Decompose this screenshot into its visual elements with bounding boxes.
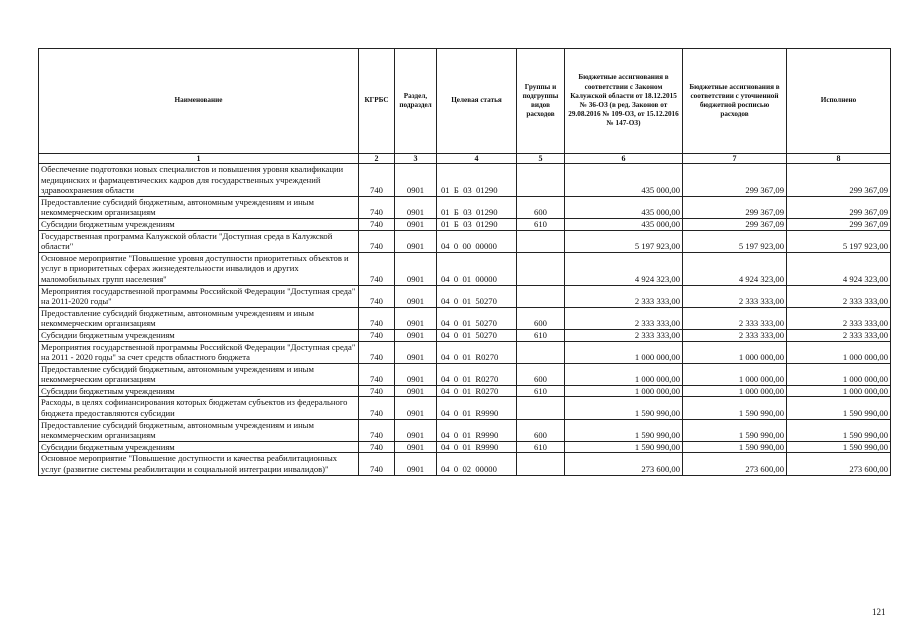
- row-revised-amount-cell: 5 197 923,00: [683, 230, 787, 252]
- row-target-cell: 04 0 00 00000: [437, 230, 517, 252]
- row-section-cell: 0901: [395, 385, 437, 397]
- row-target-cell: 04 0 01 R0270: [437, 363, 517, 385]
- row-name-cell: Предоставление субсидий бюджетным, автономным учреждениям и иным некоммерческим организациям: [39, 419, 359, 441]
- row-law-amount-cell: 1 000 000,00: [565, 341, 683, 363]
- row-kgrbs-cell: 740: [359, 419, 395, 441]
- header-target: Целевая статья: [437, 49, 517, 154]
- row-revised-amount-cell: 1 000 000,00: [683, 363, 787, 385]
- row-name-cell: Обеспечение подготовки новых специалистов и повышения уровня квалификации медицинских и фармацевтических кадров для государственных учреждений здравоохранения области: [39, 164, 359, 197]
- table-row: [39, 285, 891, 307]
- row-group-cell: [517, 285, 565, 307]
- column-number: 6: [565, 154, 683, 164]
- table-row: [39, 397, 891, 419]
- row-revised-amount-cell: 299 367,09: [683, 164, 787, 197]
- row-section-cell: 0901: [395, 218, 437, 230]
- row-name-cell: Субсидии бюджетным учреждениям: [39, 329, 359, 341]
- row-section-cell: 0901: [395, 230, 437, 252]
- row-law-amount-cell: 1 590 990,00: [565, 419, 683, 441]
- row-section-cell: 0901: [395, 441, 437, 453]
- column-number: 8: [787, 154, 891, 164]
- row-revised-amount-cell: 1 590 990,00: [683, 397, 787, 419]
- row-revised-amount-cell: 299 367,09: [683, 196, 787, 218]
- row-group-cell: [517, 230, 565, 252]
- row-executed-amount-cell: 1 590 990,00: [787, 397, 891, 419]
- row-group-cell: 610: [517, 385, 565, 397]
- row-executed-amount-cell: 1 590 990,00: [787, 419, 891, 441]
- row-section-cell: 0901: [395, 196, 437, 218]
- table-row: [39, 230, 891, 252]
- row-group-cell: [517, 397, 565, 419]
- row-name-cell: Субсидии бюджетным учреждениям: [39, 385, 359, 397]
- row-group-cell: 610: [517, 329, 565, 341]
- row-executed-amount-cell: 2 333 333,00: [787, 307, 891, 329]
- row-law-amount-cell: 1 000 000,00: [565, 385, 683, 397]
- page-number: 121: [872, 607, 886, 617]
- row-group-cell: [517, 252, 565, 285]
- row-section-cell: 0901: [395, 341, 437, 363]
- row-target-cell: 04 0 01 R9990: [437, 397, 517, 419]
- row-kgrbs-cell: 740: [359, 329, 395, 341]
- table-row: [39, 363, 891, 385]
- row-target-cell: 04 0 01 R9990: [437, 419, 517, 441]
- budget-table: [38, 48, 891, 476]
- row-kgrbs-cell: 740: [359, 341, 395, 363]
- header-executed: Исполнено: [787, 49, 891, 154]
- row-executed-amount-cell: 299 367,09: [787, 196, 891, 218]
- row-kgrbs-cell: 740: [359, 196, 395, 218]
- budget-table-page: [38, 48, 890, 476]
- row-executed-amount-cell: 299 367,09: [787, 218, 891, 230]
- row-section-cell: 0901: [395, 397, 437, 419]
- row-law-amount-cell: 2 333 333,00: [565, 285, 683, 307]
- row-law-amount-cell: 2 333 333,00: [565, 307, 683, 329]
- row-name-cell: Мероприятия государственной программы Российской Федерации "Доступная среда" на 2011 - 2020 годы" за счет средств областного бюджета: [39, 341, 359, 363]
- table-row: [39, 307, 891, 329]
- row-group-cell: 610: [517, 441, 565, 453]
- row-kgrbs-cell: 740: [359, 397, 395, 419]
- header-groups: Группы и подгруппы видов расходов: [517, 49, 565, 154]
- row-kgrbs-cell: 740: [359, 218, 395, 230]
- table-row: [39, 164, 891, 197]
- row-executed-amount-cell: 1 000 000,00: [787, 385, 891, 397]
- row-revised-amount-cell: 2 333 333,00: [683, 307, 787, 329]
- table-row: [39, 252, 891, 285]
- row-name-cell: Государственная программа Калужской области "Доступная среда в Калужской области": [39, 230, 359, 252]
- row-name-cell: Предоставление субсидий бюджетным, автономным учреждениям и иным некоммерческим организациям: [39, 196, 359, 218]
- row-section-cell: 0901: [395, 363, 437, 385]
- row-revised-amount-cell: 273 600,00: [683, 453, 787, 475]
- row-executed-amount-cell: 1 000 000,00: [787, 363, 891, 385]
- row-law-amount-cell: 2 333 333,00: [565, 329, 683, 341]
- row-name-cell: Субсидии бюджетным учреждениям: [39, 441, 359, 453]
- row-group-cell: 610: [517, 218, 565, 230]
- row-executed-amount-cell: 1 590 990,00: [787, 441, 891, 453]
- row-law-amount-cell: 4 924 323,00: [565, 252, 683, 285]
- row-revised-amount-cell: 299 367,09: [683, 218, 787, 230]
- row-target-cell: 04 0 01 R9990: [437, 441, 517, 453]
- row-law-amount-cell: 435 000,00: [565, 196, 683, 218]
- row-revised-amount-cell: 1 590 990,00: [683, 419, 787, 441]
- table-row: [39, 385, 891, 397]
- row-target-cell: 04 0 01 00000: [437, 252, 517, 285]
- row-executed-amount-cell: 2 333 333,00: [787, 329, 891, 341]
- table-row: [39, 419, 891, 441]
- row-group-cell: [517, 164, 565, 197]
- row-revised-amount-cell: 2 333 333,00: [683, 285, 787, 307]
- row-section-cell: 0901: [395, 419, 437, 441]
- row-law-amount-cell: 435 000,00: [565, 164, 683, 197]
- column-number: 5: [517, 154, 565, 164]
- row-name-cell: Мероприятия государственной программы Российской Федерации "Доступная среда" на 2011-2020 годы": [39, 285, 359, 307]
- header-section: Раздел, подраздел: [395, 49, 437, 154]
- row-kgrbs-cell: 740: [359, 252, 395, 285]
- column-number: 7: [683, 154, 787, 164]
- row-name-cell: Основное мероприятие "Повышение доступности и качества реабилитационных услуг (развитие системы реабилитации и социальной интеграции инвалидов)": [39, 453, 359, 475]
- table-row: [39, 341, 891, 363]
- row-target-cell: 04 0 01 50270: [437, 285, 517, 307]
- header-name: Наименование: [39, 49, 359, 154]
- row-kgrbs-cell: 740: [359, 164, 395, 197]
- row-section-cell: 0901: [395, 453, 437, 475]
- row-target-cell: 04 0 01 R0270: [437, 385, 517, 397]
- table-row: [39, 441, 891, 453]
- row-law-amount-cell: 1 590 990,00: [565, 397, 683, 419]
- row-kgrbs-cell: 740: [359, 385, 395, 397]
- row-law-amount-cell: 5 197 923,00: [565, 230, 683, 252]
- column-number: 3: [395, 154, 437, 164]
- row-revised-amount-cell: 1 000 000,00: [683, 341, 787, 363]
- row-name-cell: Субсидии бюджетным учреждениям: [39, 218, 359, 230]
- column-number: 4: [437, 154, 517, 164]
- row-target-cell: 04 0 01 R0270: [437, 341, 517, 363]
- row-revised-amount-cell: 1 000 000,00: [683, 385, 787, 397]
- row-revised-amount-cell: 2 333 333,00: [683, 329, 787, 341]
- row-group-cell: 600: [517, 196, 565, 218]
- table-header-row: [39, 49, 891, 154]
- row-group-cell: 600: [517, 363, 565, 385]
- column-number-row: [39, 154, 891, 164]
- row-group-cell: 600: [517, 307, 565, 329]
- row-law-amount-cell: 1 000 000,00: [565, 363, 683, 385]
- row-group-cell: [517, 341, 565, 363]
- row-group-cell: [517, 453, 565, 475]
- table-row: [39, 329, 891, 341]
- header-revised: Бюджетные ассигнования в соответствии с уточненной бюджетной росписью расходов: [683, 49, 787, 154]
- row-revised-amount-cell: 4 924 323,00: [683, 252, 787, 285]
- row-target-cell: 01 Б 03 01290: [437, 164, 517, 197]
- row-kgrbs-cell: 740: [359, 441, 395, 453]
- row-executed-amount-cell: 1 000 000,00: [787, 341, 891, 363]
- column-number: 1: [39, 154, 359, 164]
- row-kgrbs-cell: 740: [359, 363, 395, 385]
- row-executed-amount-cell: 4 924 323,00: [787, 252, 891, 285]
- row-section-cell: 0901: [395, 252, 437, 285]
- row-target-cell: 04 0 02 00000: [437, 453, 517, 475]
- row-executed-amount-cell: 299 367,09: [787, 164, 891, 197]
- row-name-cell: Предоставление субсидий бюджетным, автономным учреждениям и иным некоммерческим организациям: [39, 307, 359, 329]
- row-law-amount-cell: 273 600,00: [565, 453, 683, 475]
- column-number: 2: [359, 154, 395, 164]
- row-target-cell: 01 Б 03 01290: [437, 196, 517, 218]
- row-law-amount-cell: 435 000,00: [565, 218, 683, 230]
- row-law-amount-cell: 1 590 990,00: [565, 441, 683, 453]
- row-target-cell: 01 Б 03 01290: [437, 218, 517, 230]
- table-body: [39, 164, 891, 476]
- row-revised-amount-cell: 1 590 990,00: [683, 441, 787, 453]
- row-section-cell: 0901: [395, 329, 437, 341]
- row-executed-amount-cell: 5 197 923,00: [787, 230, 891, 252]
- table-row: [39, 453, 891, 475]
- header-kgrbs: КГРБС: [359, 49, 395, 154]
- row-target-cell: 04 0 01 50270: [437, 307, 517, 329]
- row-kgrbs-cell: 740: [359, 307, 395, 329]
- row-name-cell: Основное мероприятие "Повышение уровня доступности приоритетных объектов и услуг в приоритетных сферах жизнедеятельности инвалидов и других маломобильных групп населения": [39, 252, 359, 285]
- row-executed-amount-cell: 273 600,00: [787, 453, 891, 475]
- table-row: [39, 196, 891, 218]
- row-section-cell: 0901: [395, 285, 437, 307]
- row-name-cell: Предоставление субсидий бюджетным, автономным учреждениям и иным некоммерческим организациям: [39, 363, 359, 385]
- row-kgrbs-cell: 740: [359, 230, 395, 252]
- row-section-cell: 0901: [395, 164, 437, 197]
- row-section-cell: 0901: [395, 307, 437, 329]
- row-kgrbs-cell: 740: [359, 285, 395, 307]
- row-target-cell: 04 0 01 50270: [437, 329, 517, 341]
- row-name-cell: Расходы, в целях софинансирования которых бюджетам субъектов из федерального бюджета предоставляются субсидии: [39, 397, 359, 419]
- header-law: Бюджетные ассигнования в соответствии с Законом Калужской области от 18.12.2015 № 36-ОЗ (в ред. Законов от 29.08.2016 № 109-ОЗ, от 15.12.2016 № 147-ОЗ): [565, 49, 683, 154]
- row-group-cell: 600: [517, 419, 565, 441]
- row-kgrbs-cell: 740: [359, 453, 395, 475]
- table-row: [39, 218, 891, 230]
- row-executed-amount-cell: 2 333 333,00: [787, 285, 891, 307]
